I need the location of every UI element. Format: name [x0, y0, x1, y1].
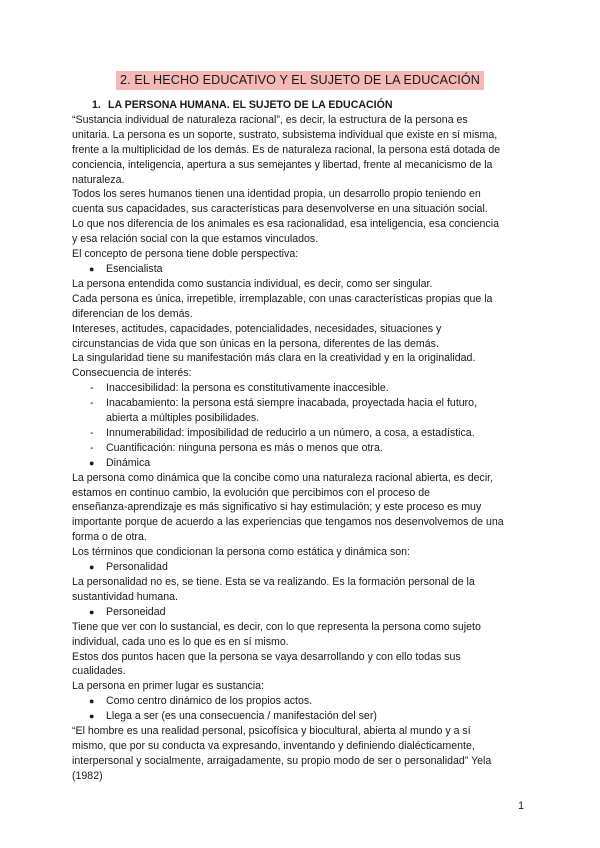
- text-line: importante porque de acuerdo a las experiencias que tengamos nos desenvolvemos de una: [72, 516, 504, 529]
- text-line: Cada persona es única, irrepetible, irremplazable, con unas características propias que la: [72, 292, 493, 305]
- bullet-item: [72, 456, 532, 471]
- text-line: La persona entendida como sustancia individual, es decir, como ser singular.: [72, 277, 433, 290]
- text-line: sustantividad humana.: [72, 590, 179, 603]
- text-line: Consecuencia de interés:: [72, 367, 192, 380]
- bullet-marker: ●: [89, 696, 95, 707]
- bullet-text: Personeidad: [106, 605, 166, 618]
- page-number: 1: [518, 800, 524, 812]
- section-number: 1.: [92, 99, 101, 111]
- document-body: [72, 98, 532, 784]
- text-line: forma o de otra.: [72, 531, 147, 544]
- title-container: [0, 71, 600, 90]
- text-line: Tiene que ver con lo sustancial, es decir, con lo que representa la persona como sujeto: [72, 620, 481, 633]
- dash-item: [72, 441, 532, 456]
- text-line: El concepto de persona tiene doble perspectiva:: [72, 248, 299, 261]
- bullet-text: Llega a ser (es una consecuencia / manifestación del ser): [106, 710, 377, 723]
- text-line: interpersonal y socialmente, arraigadamente, su propio modo de ser o personalidad” Yela: [72, 754, 492, 767]
- dash-item: [72, 381, 532, 396]
- text-line: La singularidad tiene su manifestación más clara en la creatividad y en la originalidad.: [72, 352, 476, 365]
- bullet-item: [72, 560, 532, 575]
- text-line: Intereses, actitudes, capacidades, potencialidades, necesidades, situaciones y: [72, 322, 442, 335]
- dash-item: [72, 396, 532, 411]
- text-line: diferencian de los demás.: [72, 307, 193, 320]
- text-line: Los términos que condicionan la persona como estática y dinámica son:: [72, 546, 411, 559]
- text-line: cualidades.: [72, 665, 126, 678]
- dash-item-continuation: [72, 411, 532, 426]
- text-line: frente a la multiplicidad de los demás. Es de naturaleza racional, la persona está dotada de: [72, 143, 501, 156]
- bullet-marker: ●: [89, 457, 95, 468]
- bullet-marker: ●: [89, 562, 95, 573]
- bullet-item: [72, 694, 532, 709]
- text-line: naturaleza.: [72, 173, 125, 186]
- text-line: individual, cada uno es lo que es en sí mismo.: [72, 635, 289, 648]
- text-line: unitaria. La persona es un soporte, sustrato, subsistema individual que existe en sí misma,: [72, 128, 498, 141]
- bullet-item: [72, 262, 532, 277]
- text-line: La personalidad no es, se tiene. Esta se va realizando. Es la formación personal de la: [72, 576, 475, 588]
- bullet-marker: ●: [89, 606, 95, 617]
- text-line: “Sustancia individual de naturaleza racional”, es decir, la estructura de la persona es: [72, 113, 468, 126]
- text-line: conciencia, inteligencia, apertura a sus semejantes y libertad, frente al mecanicismo de la: [72, 158, 493, 171]
- bullet-item: [72, 709, 532, 724]
- text-line: y esa relación social con la que estamos vinculados.: [72, 233, 319, 246]
- bullet-text: Personalidad: [106, 561, 168, 574]
- bullet-item: [72, 605, 532, 620]
- text-line: (1982): [72, 769, 103, 782]
- page-title: 2. EL HECHO EDUCATIVO Y EL SUJETO DE LA EDUCACIÓN: [116, 71, 484, 90]
- section-heading: [92, 98, 532, 113]
- dash-marker: -: [90, 426, 94, 439]
- bullet-marker: ●: [89, 711, 95, 722]
- text-line: Todos los seres humanos tienen una identidad propia, un desarrollo propio teniendo en: [72, 188, 481, 201]
- text-line: La persona como dinámica que la concibe como una naturaleza racional abierta, es decir,: [72, 471, 494, 484]
- text-line: “El hombre es una realidad personal, psicofísica y biocultural, abierta al mundo y a sí: [72, 725, 471, 738]
- dash-text: Cuantificación: ninguna persona es más o menos que otra.: [106, 441, 383, 454]
- text-line: La persona en primer lugar es sustancia:: [72, 680, 264, 693]
- dash-marker: -: [90, 441, 94, 454]
- dash-text: Inacabamiento: la persona está siempre inacabada, proyectada hacia el futuro,: [106, 397, 478, 410]
- bullet-text: Esencialista: [106, 262, 163, 275]
- text-line: estamos en continuo cambio, la evolución que percibimos con el proceso de: [72, 486, 431, 499]
- dash-item: [72, 426, 532, 441]
- text-line: mismo, que por su conducta va expresando, inventando y definiendo dialécticamente,: [72, 739, 475, 752]
- text-line: Estos dos puntos hacen que la persona se vaya desarrollando y con ello todas sus: [72, 650, 461, 663]
- dash-text: Inaccesibilidad: la persona es constitutivamente inaccesible.: [106, 382, 389, 395]
- dash-marker: -: [90, 382, 94, 395]
- dash-marker: -: [90, 397, 94, 410]
- bullet-text: Dinámica: [106, 456, 151, 469]
- dash-text: abierta a múltiples posibilidades.: [106, 412, 260, 425]
- section-heading-text: LA PERSONA HUMANA. EL SUJETO DE LA EDUCACIÓN: [108, 99, 393, 111]
- text-line: enseñanza-aprendizaje es más significativo si hay estimulación; y este proceso es muy: [72, 501, 482, 514]
- text-line: circunstancias de vida que son únicas en la persona, diferentes de las demás.: [72, 337, 439, 350]
- bullet-text: Como centro dinámico de los propios actos.: [106, 695, 313, 708]
- dash-text: Innumerabilidad: imposibilidad de reducirlo a un número, a cosa, a estadística.: [106, 426, 475, 439]
- text-line: Lo que nos diferencia de los animales es esa racionalidad, esa inteligencia, esa conciencia: [72, 218, 499, 231]
- bullet-marker: ●: [89, 263, 95, 274]
- text-line: cuenta sus capacidades, sus características para desenvolverse en una situación social.: [72, 203, 488, 216]
